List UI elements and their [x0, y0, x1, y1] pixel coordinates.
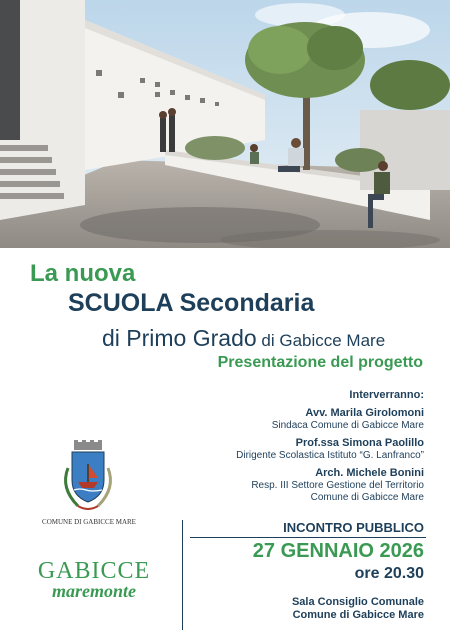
speaker-role: Dirigente Scolastica Istituto “G. Lanfranco” — [236, 450, 424, 461]
speaker-name: Avv. Marila Girolomoni — [305, 407, 424, 419]
title-line-3-main: di Primo Grado — [102, 325, 257, 351]
crest-label: COMUNE DI GABICCE MARE — [42, 518, 136, 526]
speaker-item — [94, 437, 424, 462]
subtitle: Presentazione del progetto — [217, 354, 423, 371]
speakers-intro: Interverranno: — [349, 389, 424, 401]
event-info — [174, 520, 424, 622]
event-date: 27 GENNAIO 2026 — [252, 540, 424, 562]
speaker-role: Resp. III Settore Gestione del Territorio — [251, 480, 424, 491]
school-rendering-image — [0, 0, 450, 248]
title-line-3 — [102, 325, 385, 352]
speaker-name: Prof.ssa Simona Paolillo — [295, 437, 424, 449]
event-time: ore 20.30 — [354, 565, 424, 582]
speaker-name: Arch. Michele Bonini — [315, 467, 424, 479]
event-venue-line-1: Sala Consiglio Comunale — [291, 596, 424, 608]
hero-rendering — [0, 0, 450, 248]
event-type: INCONTRO PUBBLICO — [283, 520, 424, 535]
title-block — [0, 248, 450, 388]
speaker-role: Sindaca Comune di Gabicce Mare — [271, 420, 424, 431]
brand-line-1: GABICCE — [37, 558, 151, 584]
gabicce-maremonte-logo — [34, 560, 154, 600]
title-line-3-place: di Gabicce Mare — [256, 331, 386, 350]
title-line-2: SCUOLA Secondaria — [68, 289, 315, 317]
title-line-1: La nuova — [30, 260, 136, 287]
brand-line-2: maremonte — [52, 581, 136, 601]
speakers-section — [94, 388, 424, 509]
speaker-item — [94, 467, 424, 504]
event-venue-line-2: Comune di Gabicce Mare — [292, 609, 424, 621]
speaker-item — [94, 407, 424, 432]
speaker-role-line-2: Comune di Gabicce Mare — [310, 492, 424, 503]
